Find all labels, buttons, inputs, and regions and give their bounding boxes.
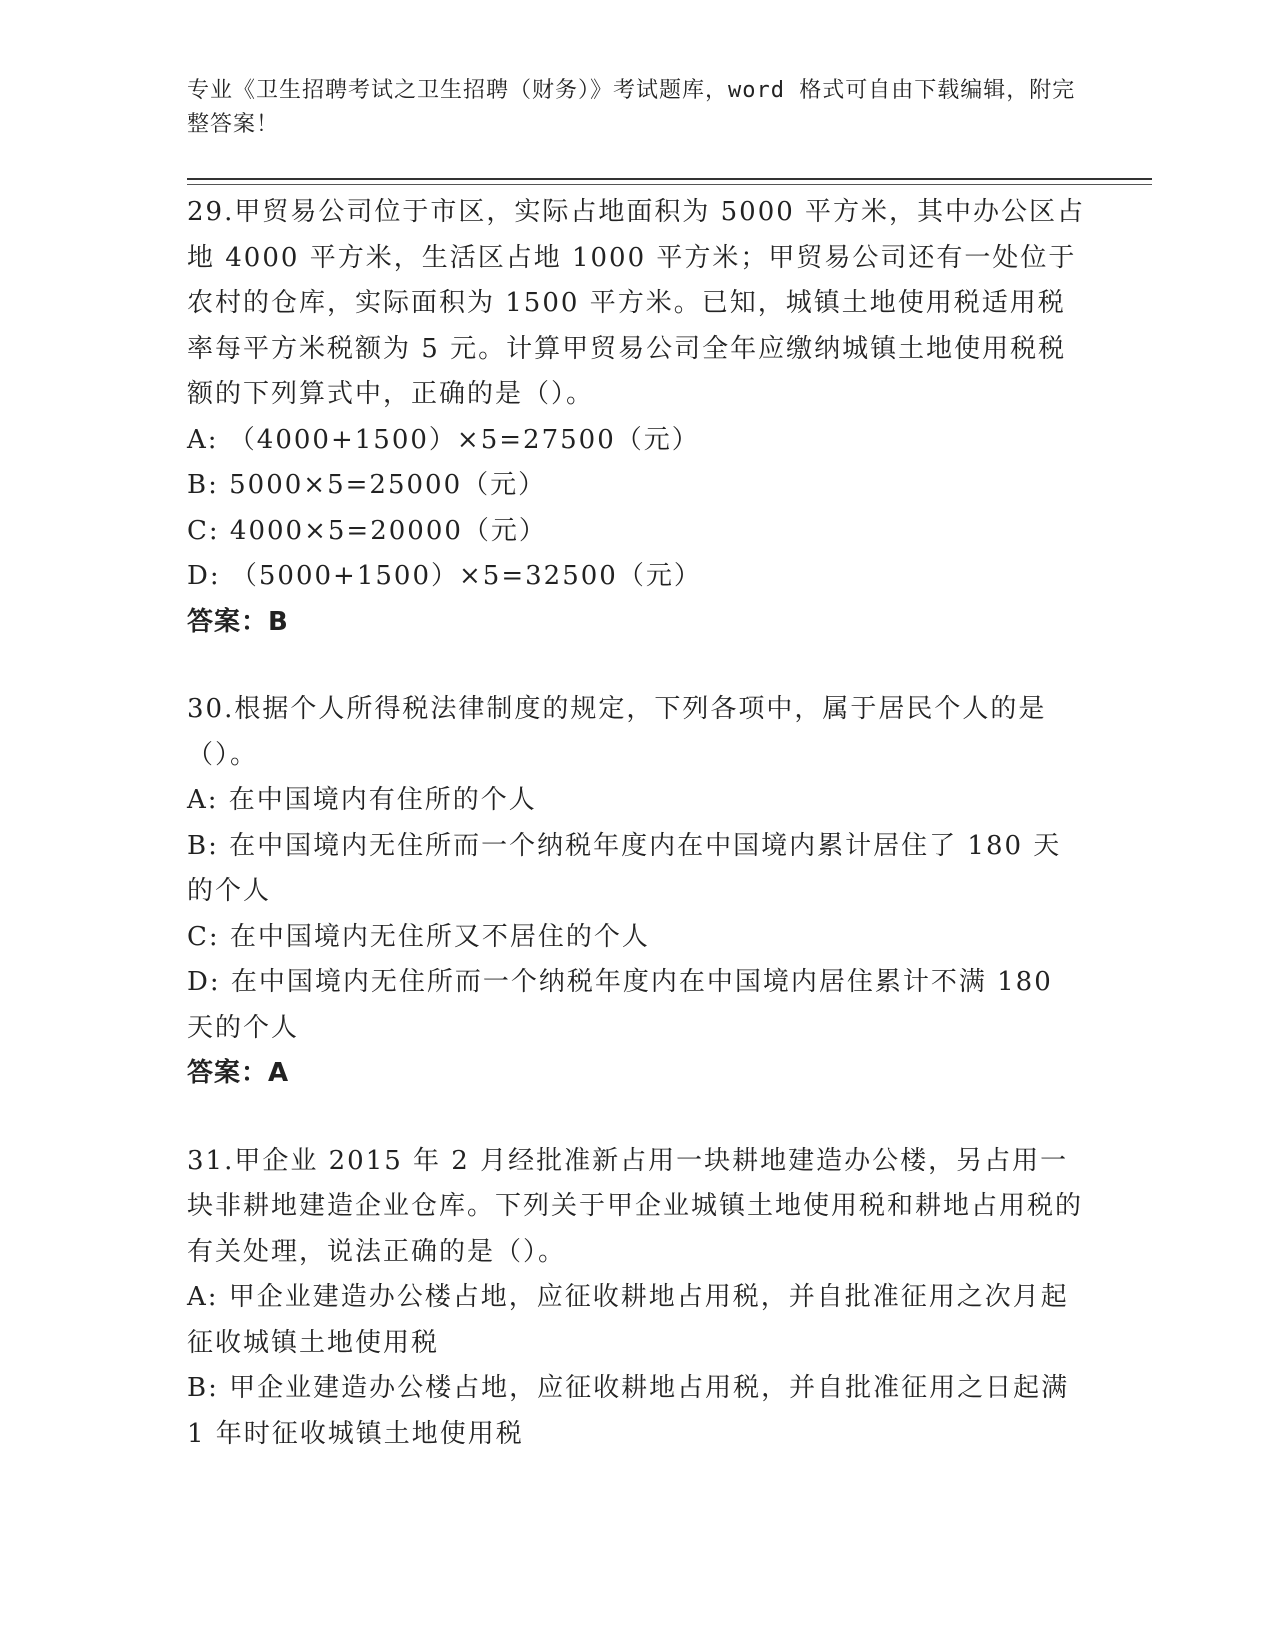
question-list	[187, 190, 1087, 1499]
option-a: A: 在中国境内有住所的个人	[187, 785, 537, 815]
option-a: A: （4000+1500）×5=27500（元）	[187, 424, 700, 455]
question-stem: 30.根据个人所得税法律制度的规定，下列各项中，属于居民个人的是（）。	[187, 694, 1047, 770]
answer-label: 答案：A	[187, 1058, 290, 1088]
option-d: D: （5000+1500）×5=32500（元）	[187, 561, 702, 591]
question-29	[187, 190, 1087, 645]
question-stem: 31.甲企业 2015 年 2 月经批准新占用一块耕地建造办公楼，另占用一块非耕地建造企业仓库。下列关于甲企业城镇土地使用税和耕地占用税的有关处理，说法正确的是（）。	[187, 1145, 1084, 1267]
question-stem: 29.甲贸易公司位于市区，实际占地面积为 5000 平方米，其中办公区占地 4000 平方米，生活区占地 1000 平方米；甲贸易公司还有一处位于农村的仓库，实际面积为 1500 平方米。已知，城镇土地使用税适用税率每平方米税额为 5 元。计算甲贸易公司全年应缴纳城镇土地使用税税额的下列算式中，正确的是（）。	[187, 197, 1086, 409]
option-c: C: 在中国境内无住所又不居住的个人	[187, 921, 650, 952]
option-d: D: 在中国境内无住所而一个纳税年度内在中国境内居住累计不满 180 天的个人	[187, 967, 1053, 1043]
option-b: B: 5000×5=25000（元）	[187, 470, 547, 500]
header-rule-thin	[187, 184, 1152, 185]
page-header: 专业《卫生招聘考试之卫生招聘（财务）》考试题库，word 格式可自由下载编辑，附完整答案！	[187, 78, 1076, 137]
option-c: C: 4000×5=20000（元）	[187, 515, 547, 546]
option-b: B: 甲企业建造办公楼占地，应征收耕地占用税，并自批准征用之日起满 1 年时征收城镇土地使用税	[187, 1373, 1070, 1449]
question-31	[187, 1139, 1087, 1458]
option-a: A: 甲企业建造办公楼占地，应征收耕地占用税，并自批准征用之次月起征收城镇土地使用税	[187, 1282, 1069, 1358]
option-b: B: 在中国境内无住所而一个纳税年度内在中国境内累计居住了 180 天的个人	[187, 830, 1062, 906]
question-30	[187, 687, 1087, 1097]
answer-label: 答案：B	[187, 606, 289, 637]
header-rule-thick	[187, 178, 1152, 180]
